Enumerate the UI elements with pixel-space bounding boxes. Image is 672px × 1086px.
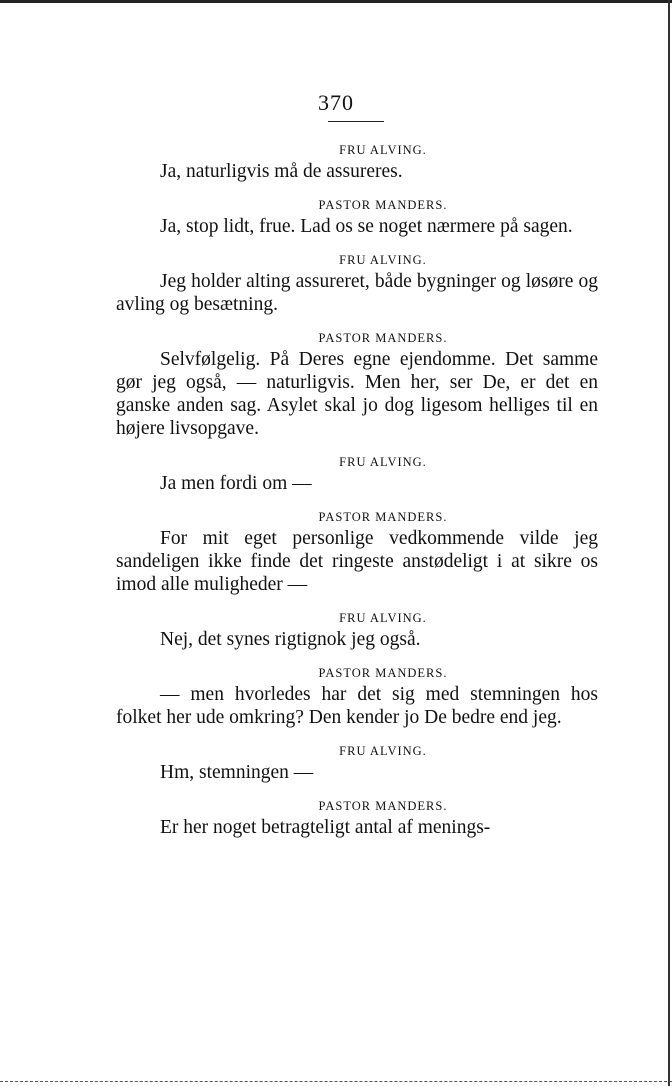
speech-line: Ja, naturligvis må de assureres.	[160, 161, 403, 182]
speaker-label: PASTOR MANDERS.	[318, 198, 448, 212]
speaker-label: PASTOR MANDERS.	[318, 510, 448, 524]
page-bottom-edge	[0, 1081, 672, 1083]
speech-line: Ja men fordi om —	[160, 473, 312, 494]
page-number: 370	[318, 90, 354, 115]
speech-line: Ja, stop lidt, frue. Lad os se noget nærmere på sagen.	[160, 216, 573, 237]
speech-line: Nej, det synes rigtignok jeg også.	[160, 629, 421, 650]
speech-line: Jeg holder alting assureret, både bygninger og løsøre og avling og besætning.	[116, 271, 598, 315]
speaker-label: FRU ALVING.	[339, 455, 427, 469]
speech-line: — men hvorledes har det sig med stemningen hos folket her ude omkring? Den kender jo De bedre end jeg.	[116, 684, 598, 728]
speaker-label: FRU ALVING.	[339, 744, 427, 758]
speaker-label: FRU ALVING.	[339, 611, 427, 625]
dialogue-text	[116, 140, 598, 851]
speaker-label: FRU ALVING.	[339, 143, 427, 157]
speaker-label: FRU ALVING.	[339, 253, 427, 267]
speech-line: Er her noget betragteligt antal af menings-	[160, 817, 491, 838]
speaker-label: PASTOR MANDERS.	[318, 799, 448, 813]
speech-line: Hm, stemningen —	[160, 762, 314, 783]
page-top-edge	[0, 0, 672, 3]
speaker-label: PASTOR MANDERS.	[318, 666, 448, 680]
page-right-edge	[668, 0, 670, 1086]
page-number-rule	[328, 121, 384, 122]
speaker-label: PASTOR MANDERS.	[318, 331, 448, 345]
speech-line: Selvfølgelig. På Deres egne ejendomme. Det samme gør jeg også, — naturligvis. Men her, ser De, er det en ganske anden sag. Asylet skal jo dog ligesom helliges til en højere livsopgave.	[116, 349, 598, 439]
speech-line: For mit eget personlige vedkommende vilde jeg sandeligen ikke finde det ringeste anstødeligt i at sikre os imod alle muligheder —	[116, 528, 598, 595]
